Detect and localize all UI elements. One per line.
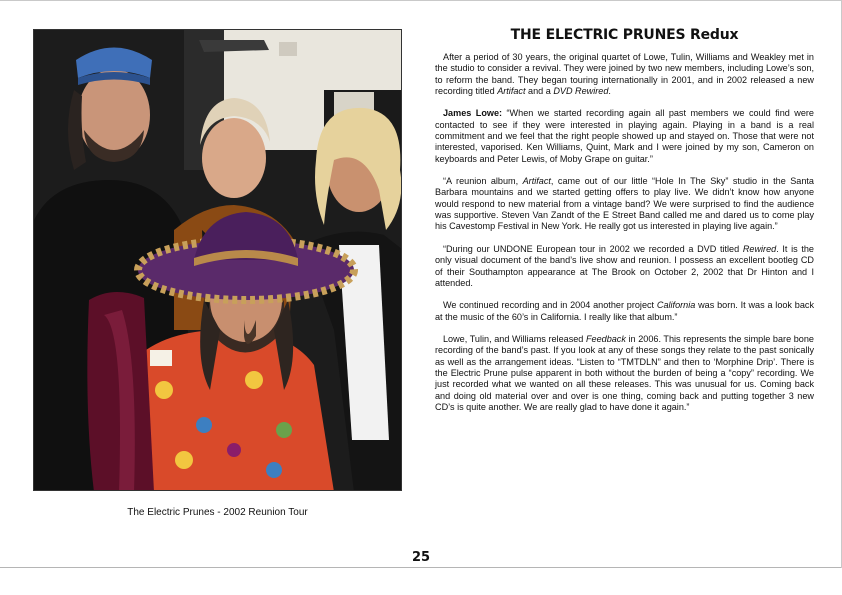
text-run: We continued recording and in 2004 another project	[443, 300, 657, 311]
italic-title: Artifact	[522, 176, 551, 187]
italic-title: Rewired	[742, 243, 777, 254]
text-run: Lowe, Tulin, and Williams released	[443, 333, 586, 344]
text-run: .	[608, 86, 611, 97]
page-number: 25	[411, 550, 431, 565]
text-run: and a	[525, 86, 554, 97]
italic-title: DVD Rewired	[553, 86, 609, 97]
text-run: , came out of our little “Hole In The Sky” studio in the Santa Barbara mountains and we started getting offers to play live. We didn’t know how anyone would respond to new material from a vintage band? We were surprised to find the audience was supportive. Steven Van Zandt of the E Street Band called me and dared us to come play his Cavestomp Festival in New York. He really got us interested in playing live again.”	[435, 176, 814, 232]
article-paragraph	[435, 176, 814, 233]
article-title: THE ELECTRIC PRUNES Redux	[510, 27, 739, 43]
text-run: was born. It was a look back at the music of the 60’s in California. I really like that album.”	[435, 300, 814, 322]
article	[435, 27, 814, 424]
text-run: “During our UNDONE European tour in 2002 we recorded a DVD titled	[443, 243, 743, 254]
speaker-name: James Lowe:	[443, 108, 507, 119]
article-paragraph	[435, 52, 814, 97]
page-edge-top	[0, 0, 842, 1]
band-photo-illustration	[34, 30, 402, 491]
text-run: . It is the only visual document of the band’s live show and reunion. I possess an excellent bootleg CD of their Southampton appearance at The Brook on October 2, 2002 that Dr Hinton and I attended.	[435, 243, 814, 288]
band-photo	[33, 29, 402, 491]
text-run: “When we started recording again all past members we could find were contacted to see if they were interested in playing again. Playing in a band is a real commitment and we feel that the right people showed up and stayed on. Those that were not interested, vaporised. Ken Williams, Quint, Mark and I were joined by my son, Cameron on keyboards and Peter Lewis, of Moby Grape on guitar.”	[435, 108, 814, 164]
italic-title: Feedback	[585, 333, 626, 344]
article-paragraph	[435, 300, 814, 323]
italic-title: Artifact	[497, 86, 526, 97]
text-run: “A reunion album,	[443, 176, 523, 187]
text-run: in 2006. This represents the simple bare bone recording of the band’s past. If you look at any of these songs they relate to the past sonically as well as the arrangement ideas. “Listen to “TMTDLN” and then to ‘Morphine Drip’. There is the Electric Prune pulse apparent in both without the burden of being a “copy” recording. We just recorded what we wanted on all these releases. This was unusual for us. Coming back and doing old material over and over is one thing, coming back and putting together 3 new CD’s is quite another. We are really glad to have done it again.”	[435, 333, 814, 412]
article-paragraph	[435, 108, 814, 165]
text-run: After a period of 30 years, the original quartet of Lowe, Tulin, Williams and Weakley met in the studio to consider a revival. They were joined by two new members, including Lowe’s son, to reform the band. They began touring internationally in 2001, and in 2002 released a new recording titled	[435, 52, 814, 97]
article-body	[435, 52, 814, 413]
italic-title: California	[656, 300, 696, 311]
article-paragraph	[435, 334, 814, 413]
photo-caption: The Electric Prunes - 2002 Reunion Tour	[127, 507, 308, 518]
article-paragraph	[435, 244, 814, 289]
